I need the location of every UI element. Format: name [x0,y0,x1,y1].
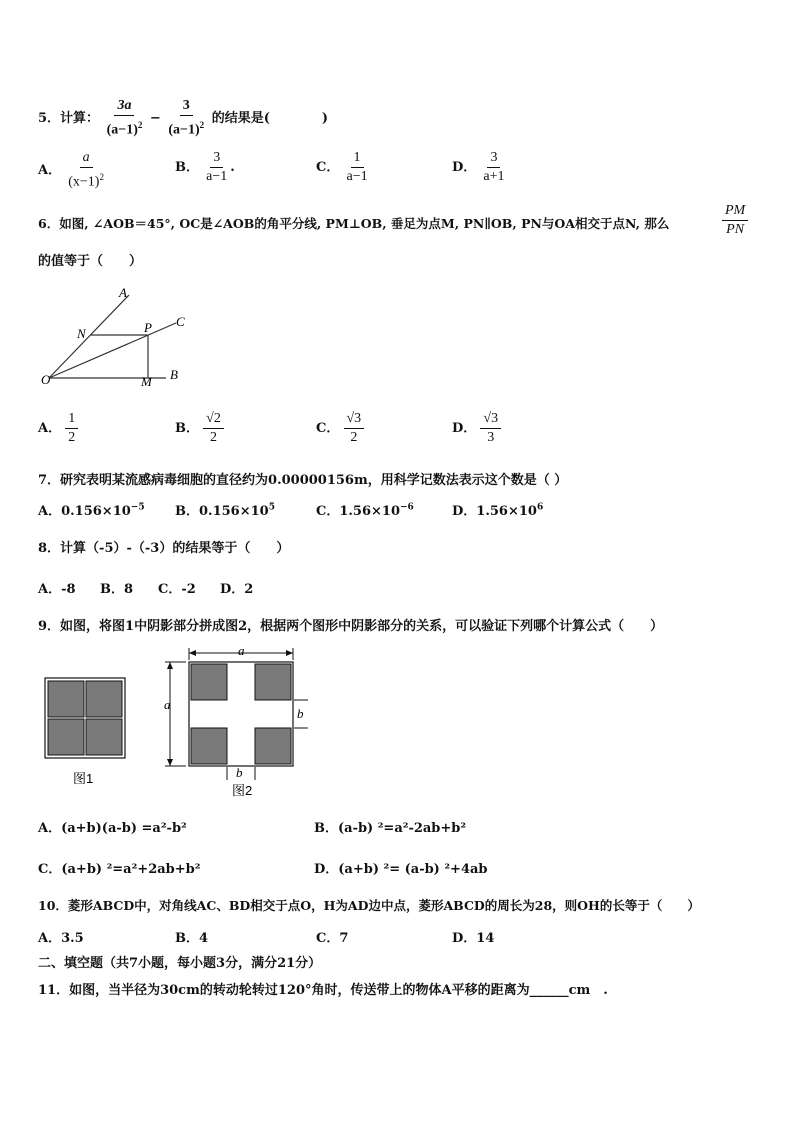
q5-option-b[interactable] [175,150,235,185]
q9-option-c[interactable] [38,858,200,877]
q5-option-d[interactable] [452,150,508,185]
q5-a-exp: 2 [99,172,104,182]
q5-f2-num: 3 [180,98,193,116]
q5-fraction-1 [104,98,146,139]
q9-option-b[interactable] [314,817,466,836]
q5-option-c[interactable] [316,150,371,185]
q6-a-label: A． [38,421,62,436]
q10-option-c[interactable]: C．7 [316,931,349,946]
q5-c-num: 1 [351,150,364,168]
q6-label-m: M [141,374,152,389]
q5-prefix: 5．计算： [38,110,100,126]
q5-d-num: 3 [487,150,500,168]
q6-label-p: P [144,320,152,335]
q9-fig1-label: 图1 [73,771,94,786]
q6-label-b: B [170,367,178,382]
q9-stem: 9．如图，将图1中阴影部分拼成图2，根据两个图形中阴影部分的关系，可以验证下列哪个计算公式（ ） [38,619,664,634]
q9-d-label: D． [314,862,339,877]
q5-fraction-2 [165,98,207,139]
q8-option-b[interactable]: B．8 [100,582,134,597]
q9-figure-1 [45,678,125,758]
q5-c-label: C． [316,160,340,175]
q7-a-exp: −5 [130,502,145,513]
q6-ray-oa [49,295,129,378]
q6-ratio-num: PM [722,203,748,221]
q7-option-a[interactable] [38,500,145,519]
q5-a-num: a [80,150,93,168]
q7-stem: 7．研究表明某流感病毒细胞的直径约为0.00000156m，用科学记数法表示这个数是（ ） [38,473,568,488]
q8-option-c[interactable]: C．-2 [158,582,196,597]
q6-ray-oc [49,323,176,378]
q9-c-label: C． [38,862,62,877]
q7-d-exp: 6 [536,502,544,513]
q5-d-den: a+1 [483,169,505,184]
q9-b-label: B． [314,821,338,836]
q5-c-den: a−1 [346,169,368,184]
q6-c-label: C． [316,421,340,436]
q7-c-base: 1.56×10 [339,504,401,519]
q10-option-a[interactable]: A．3.5 [38,931,84,946]
q10-option-b[interactable]: B．4 [175,931,209,946]
q9-figure-2 [165,648,308,780]
q7-a-base: 0.156×10 [61,504,131,519]
q7-c-exp: −6 [400,502,414,513]
q7-a-label: A． [38,504,62,519]
q6-b-num: √2 [203,411,224,429]
q9-option-d[interactable] [314,858,488,877]
q5-suffix: 的结果是( ) [211,110,329,126]
q7-b-base: 0.156×10 [199,504,269,519]
q6-d-den: 3 [487,430,495,445]
q5-f2-den: (a−1) [168,122,200,138]
q6-figure [36,283,196,393]
q5-option-a[interactable] [38,150,107,191]
q6-d-num: √3 [480,411,501,429]
q6-a-den: 2 [68,430,76,445]
q7-b-exp: 5 [268,502,275,513]
q6-ratio [722,203,748,238]
q9-dim-a-left: a [164,697,171,712]
q5-d-label: D． [452,160,477,175]
q6-b-den: 2 [209,430,217,445]
q5-b-label: B． [175,160,199,175]
q9-a-label: A． [38,821,62,836]
q9-d-text: (a+b) ²= (a-b) ²+4ab [338,862,488,877]
q6-label-c: C [176,314,185,329]
q5-b-tail: . [230,160,235,175]
q7-option-d[interactable] [452,500,543,519]
q9-a-text: (a+b)(a-b) =a²-b² [61,821,187,836]
q9-dim-a-top: a [238,643,245,658]
q9-c-text: (a+b) ²=a²+2ab+b² [61,862,201,877]
q7-b-label: B． [175,504,199,519]
q9-dim-b-bottom: b [236,765,243,780]
q7-d-label: D． [452,504,477,519]
q6-d-label: D． [452,421,477,436]
q7-d-base: 1.56×10 [476,504,537,519]
q7-c-label: C． [316,504,340,519]
q6-b-label: B． [175,421,199,436]
q10-option-d[interactable]: D．14 [452,931,495,946]
q10-stem: 10．菱形ABCD中，对角线AC、BD相交于点O，H为AD边中点，菱形ABCD的周长为28，则OH的长等于（ ） [38,898,700,913]
q6-label-o: O [41,372,51,387]
q7-option-b[interactable] [175,500,275,519]
q7-option-c[interactable] [316,500,414,519]
q8-stem: 8．计算（-5）-（-3）的结果等于（ ） [38,541,290,556]
q9-b-text: (a-b) ²=a²-2ab+b² [338,821,467,836]
q6-c-den: 2 [350,430,358,445]
q5-f2-exp: 2 [199,120,205,130]
section-heading-fill-in: 二、填空题（共7小题，每小题3分，满分21分） [38,956,322,971]
q6-stem: 6．如图, ∠AOB＝45°, OC是∠AOB的角平分线, PM⊥OB, 垂足为点M, PN∥OB, PN与OA相交于点N, 那么 [38,216,670,231]
q6-a-num: 1 [65,411,78,429]
q5-minus: − [149,110,161,126]
q9-figures [40,640,320,800]
q6-line2: 的值等于（ ） [38,254,143,269]
q5-a-label: A． [38,162,62,178]
q9-option-a[interactable] [38,817,187,836]
q6-option-b[interactable] [175,411,224,446]
q6-label-a: A [119,285,127,300]
q9-dim-b-right: b [297,706,304,721]
q9-fig2-label: 图2 [232,783,253,798]
q8-option-a[interactable]: A．-8 [38,582,76,597]
q6-option-a[interactable] [38,411,78,446]
q5-a-den: (x−1) [68,174,100,190]
q11-stem: 11．如图，当半径为30cm的转动轮转过120°角时，传送带上的物体A平移的距离为______cm . [38,983,608,998]
q5-f1-exp: 2 [137,120,143,130]
q5-stem [38,98,328,139]
q5-f1-num: 3a [114,98,134,116]
q6-option-d[interactable] [452,411,501,446]
q5-b-den: a−1 [206,169,228,184]
q6-option-c[interactable] [316,411,364,446]
q5-b-num: 3 [210,150,223,168]
q6-ratio-den: PN [726,222,745,237]
q6-label-n: N [77,326,86,341]
q6-c-num: √3 [344,411,365,429]
q8-option-d[interactable]: D．2 [220,582,254,597]
q5-f1-den: (a−1) [106,122,138,138]
